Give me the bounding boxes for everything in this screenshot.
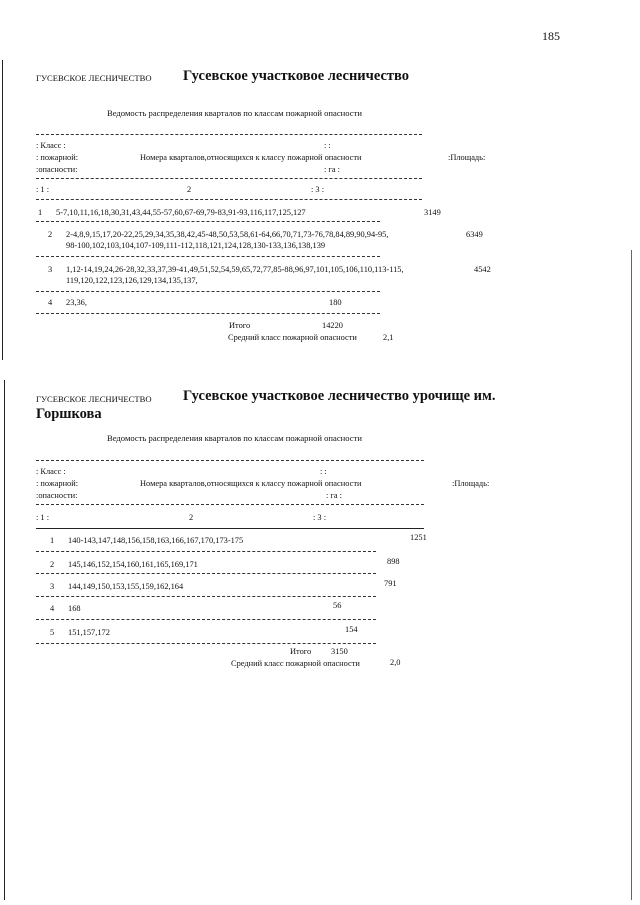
quarters-cell: 2-4,8,9,15,17,20-22,25,29,34,35,38,42,45-48,50,53,58,61-64,66,70,71,73-76,78,84,89,90,94-95, bbox=[66, 230, 389, 239]
row-rule bbox=[36, 551, 376, 552]
row-rule bbox=[36, 573, 376, 574]
class-cell: 2 bbox=[48, 230, 53, 239]
quarters-cell-cont: 119,120,122,123,126,129,134,135,137, bbox=[66, 276, 198, 285]
header-area: :Площадь: bbox=[448, 153, 486, 162]
header-danger: :опасности: bbox=[36, 165, 78, 174]
class-cell: 1 bbox=[38, 208, 43, 217]
avg-class-label: Средний класс пожарной опасности bbox=[231, 659, 360, 668]
row-rule bbox=[36, 619, 376, 620]
header-quarters: Номера кварталов,относящихся к классу пожарной опасности bbox=[140, 153, 362, 162]
total-value: 14220 bbox=[322, 321, 343, 330]
header-class: : Класс : bbox=[36, 467, 66, 476]
table-rule bbox=[36, 504, 424, 505]
header-area: :Площадь: bbox=[452, 479, 490, 488]
header-danger: :опасности: bbox=[36, 491, 78, 500]
row-rule bbox=[36, 256, 380, 257]
header-class: : Класс : bbox=[36, 141, 66, 150]
avg-class-value: 2,1 bbox=[383, 333, 394, 342]
sheet-title: Ведомость распределения кварталов по классам пожарной опасности bbox=[107, 433, 362, 443]
total-value: 3150 bbox=[331, 647, 348, 656]
quarters-cell: 1,12-14,19,24,26-28,32,33,37,39-41,49,51,52,54,59,65,72,77,85-88,96,97,101,105,106,110,113-115, bbox=[66, 265, 404, 274]
forestry-name: ГУСЕВСКОЕ ЛЕСНИЧЕСТВО bbox=[36, 394, 152, 404]
scan-right-edge bbox=[631, 250, 632, 900]
total-label: Итого bbox=[290, 647, 312, 656]
quarters-cell-cont: 98-100,102,103,104,107-109,111-112,118,121,124,128,130-133,136,138,139 bbox=[66, 241, 326, 250]
col-index-3: : 3 : bbox=[313, 513, 327, 522]
col-index-1: : 1 : bbox=[36, 513, 50, 522]
table-rule bbox=[36, 199, 422, 200]
class-cell: 4 bbox=[48, 298, 53, 307]
header-fire: : пожарной: bbox=[36, 479, 79, 488]
row-rule bbox=[36, 596, 376, 597]
area-cell: 154 bbox=[345, 625, 358, 634]
area-cell: 3149 bbox=[424, 208, 441, 217]
district-title: Гусевское участковое лесничество bbox=[183, 68, 409, 84]
area-cell: 4542 bbox=[474, 265, 491, 274]
col-index-1: : 1 : bbox=[36, 185, 50, 194]
class-cell: 3 bbox=[50, 582, 55, 591]
area-cell: 898 bbox=[387, 557, 400, 566]
class-cell: 3 bbox=[48, 265, 53, 274]
header-colons: : : bbox=[324, 141, 331, 150]
col-index-3: : 3 : bbox=[311, 185, 325, 194]
col-index-2: 2 bbox=[189, 513, 194, 522]
avg-class-label: Средний класс пожарной опасности bbox=[228, 333, 357, 342]
header-colons: : : bbox=[320, 467, 327, 476]
total-label: Итого bbox=[229, 321, 251, 330]
area-cell: 791 bbox=[384, 579, 397, 588]
area-cell: 180 bbox=[329, 298, 342, 307]
row-rule bbox=[36, 643, 376, 644]
row-rule bbox=[36, 313, 380, 314]
page-number: 185 bbox=[542, 29, 560, 43]
table-rule bbox=[36, 178, 422, 179]
area-cell: 56 bbox=[333, 601, 342, 610]
avg-class-value: 2,0 bbox=[390, 658, 401, 667]
area-cell: 6349 bbox=[466, 230, 483, 239]
class-cell: 1 bbox=[50, 536, 55, 545]
table-rule bbox=[36, 134, 422, 135]
class-cell: 5 bbox=[50, 628, 55, 637]
table-rule bbox=[36, 460, 424, 461]
row-rule bbox=[36, 221, 380, 222]
area-cell: 1251 bbox=[410, 533, 427, 542]
scan-left-edge bbox=[2, 60, 3, 360]
row-rule bbox=[36, 291, 380, 292]
table-rule bbox=[36, 528, 424, 529]
quarters-cell: 145,146,152,154,160,161,165,169,171 bbox=[68, 560, 198, 569]
quarters-cell: 140-143,147,148,156,158,163,166,167,170,173-175 bbox=[68, 536, 244, 545]
header-quarters: Номера кварталов,относящихся к классу пожарной опасности bbox=[140, 479, 362, 488]
class-cell: 2 bbox=[50, 560, 55, 569]
quarters-cell: 168 bbox=[68, 604, 81, 613]
quarters-cell: 23,36, bbox=[66, 298, 87, 307]
class-cell: 4 bbox=[50, 604, 55, 613]
forestry-name: ГУСЕВСКОЕ ЛЕСНИЧЕСТВО bbox=[36, 73, 152, 83]
header-fire: : пожарной: bbox=[36, 153, 79, 162]
sheet-title: Ведомость распределения кварталов по классам пожарной опасности bbox=[107, 108, 362, 118]
scan-left-edge bbox=[4, 380, 5, 900]
district-title: Гусевское участковое лесничество урочище им. bbox=[183, 388, 496, 404]
quarters-cell: 144,149,150,153,155,159,162,164 bbox=[68, 582, 184, 591]
quarters-cell: 151,157,172 bbox=[68, 628, 110, 637]
district-title-line2: Горшкова bbox=[36, 406, 102, 422]
header-ha: : га : bbox=[326, 491, 342, 500]
header-ha: : га : bbox=[324, 165, 340, 174]
col-index-2: 2 bbox=[187, 185, 192, 194]
quarters-cell: 5-7,10,11,16,18,30,31,43,44,55-57,60,67-69,79-83,91-93,116,117,125,127 bbox=[56, 208, 306, 217]
